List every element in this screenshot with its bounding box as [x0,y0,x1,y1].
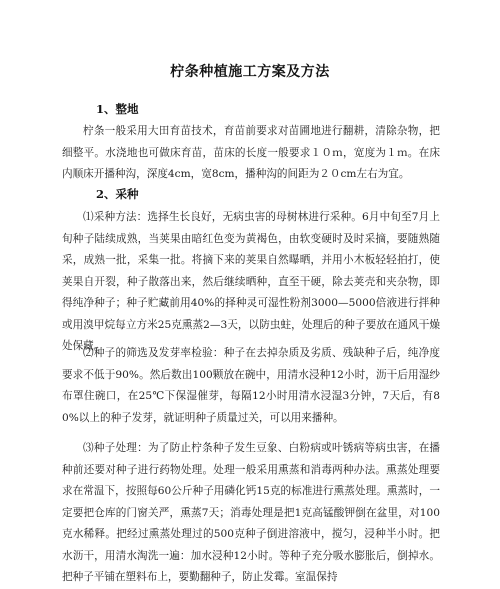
paragraph-soil-prep: 柠条一般采用大田育苗技术，育苗前要求对苗圃地进行翻耕，清除杂物，把细整平。水浇地也可做床育苗，苗床的长度一般要求１０ｍ，宽度为１ｍ。在床内顺床开播种沟，深度4cm，宽8cm，播种沟的间距为２０cm左右为宜。 [62,125,440,180]
section-heading-soil-prep: 1、整地 [96,102,139,116]
page-title: 柠条种植施工方案及方法 [170,64,330,80]
paragraph-seed-screening: ⑵种子的筛选及发芽率检验：种子在去掉杂质及劣质、残缺种子后，纯净度要求不低于90%。然后数出100颗放在碗中，用清水浸种12小时，沥干后用湿纱布罩住碗口，在25℃下保湿催芽，每隔12小时用清水浸湿3分钟，7天后，有80%以上的种子发芽，就证明种子质量过关，可以用来播种。 [62,347,440,424]
paragraph-collection-method: ⑴采种方法：选择生长良好，无病虫害的母树林进行采种。6月中旬至7月上旬种子陆续成熟，当荚果由暗红色变为黄褐色，由软变硬时及时采摘，要随熟随采，成熟一批，采集一批。将摘下来的荚果自然曝晒，并用小木板轻轻拍打，使荚果自开裂，种子散落出来，然后继续晒种，直至干硬，除去荚壳和夹杂物，即得纯净种子；种子贮藏前用40%的择种灵可湿性粉剂3000—5000倍液进行拌种或用溴甲烷每立方米25克熏蒸2—3天，以防虫蛀，处理后的种子要放在通风干燥处保藏。 [62,211,440,352]
section-heading-seed-collection: 2、采种 [96,187,139,201]
paragraph-seed-treatment: ⑶种子处理：为了防止柠条种子发生豆象、白粉病或叶锈病等病虫害，在播种前还要对种子进行药物处理。处理一般采用熏蒸和消毒两种办法。熏蒸处理要求在常温下，按照每60公斤种子用磷化钙15克的标准进行熏蒸处理。熏蒸时，一定要把仓库的门窗关严，熏蒸7天；消毒处理是把1克高锰酸钾倒在盆里，对100克水稀释。把经过熏蒸处理过的500克种子倒进溶液中，搅匀，浸种半小时。把水沥干，用清水淘洗一遍：加水浸种12小时。等种子充分吸水膨胀后，倒掉水。把种子平铺在塑料布上，要勤翻种子，防止发霉。室温保持 [62,442,440,583]
